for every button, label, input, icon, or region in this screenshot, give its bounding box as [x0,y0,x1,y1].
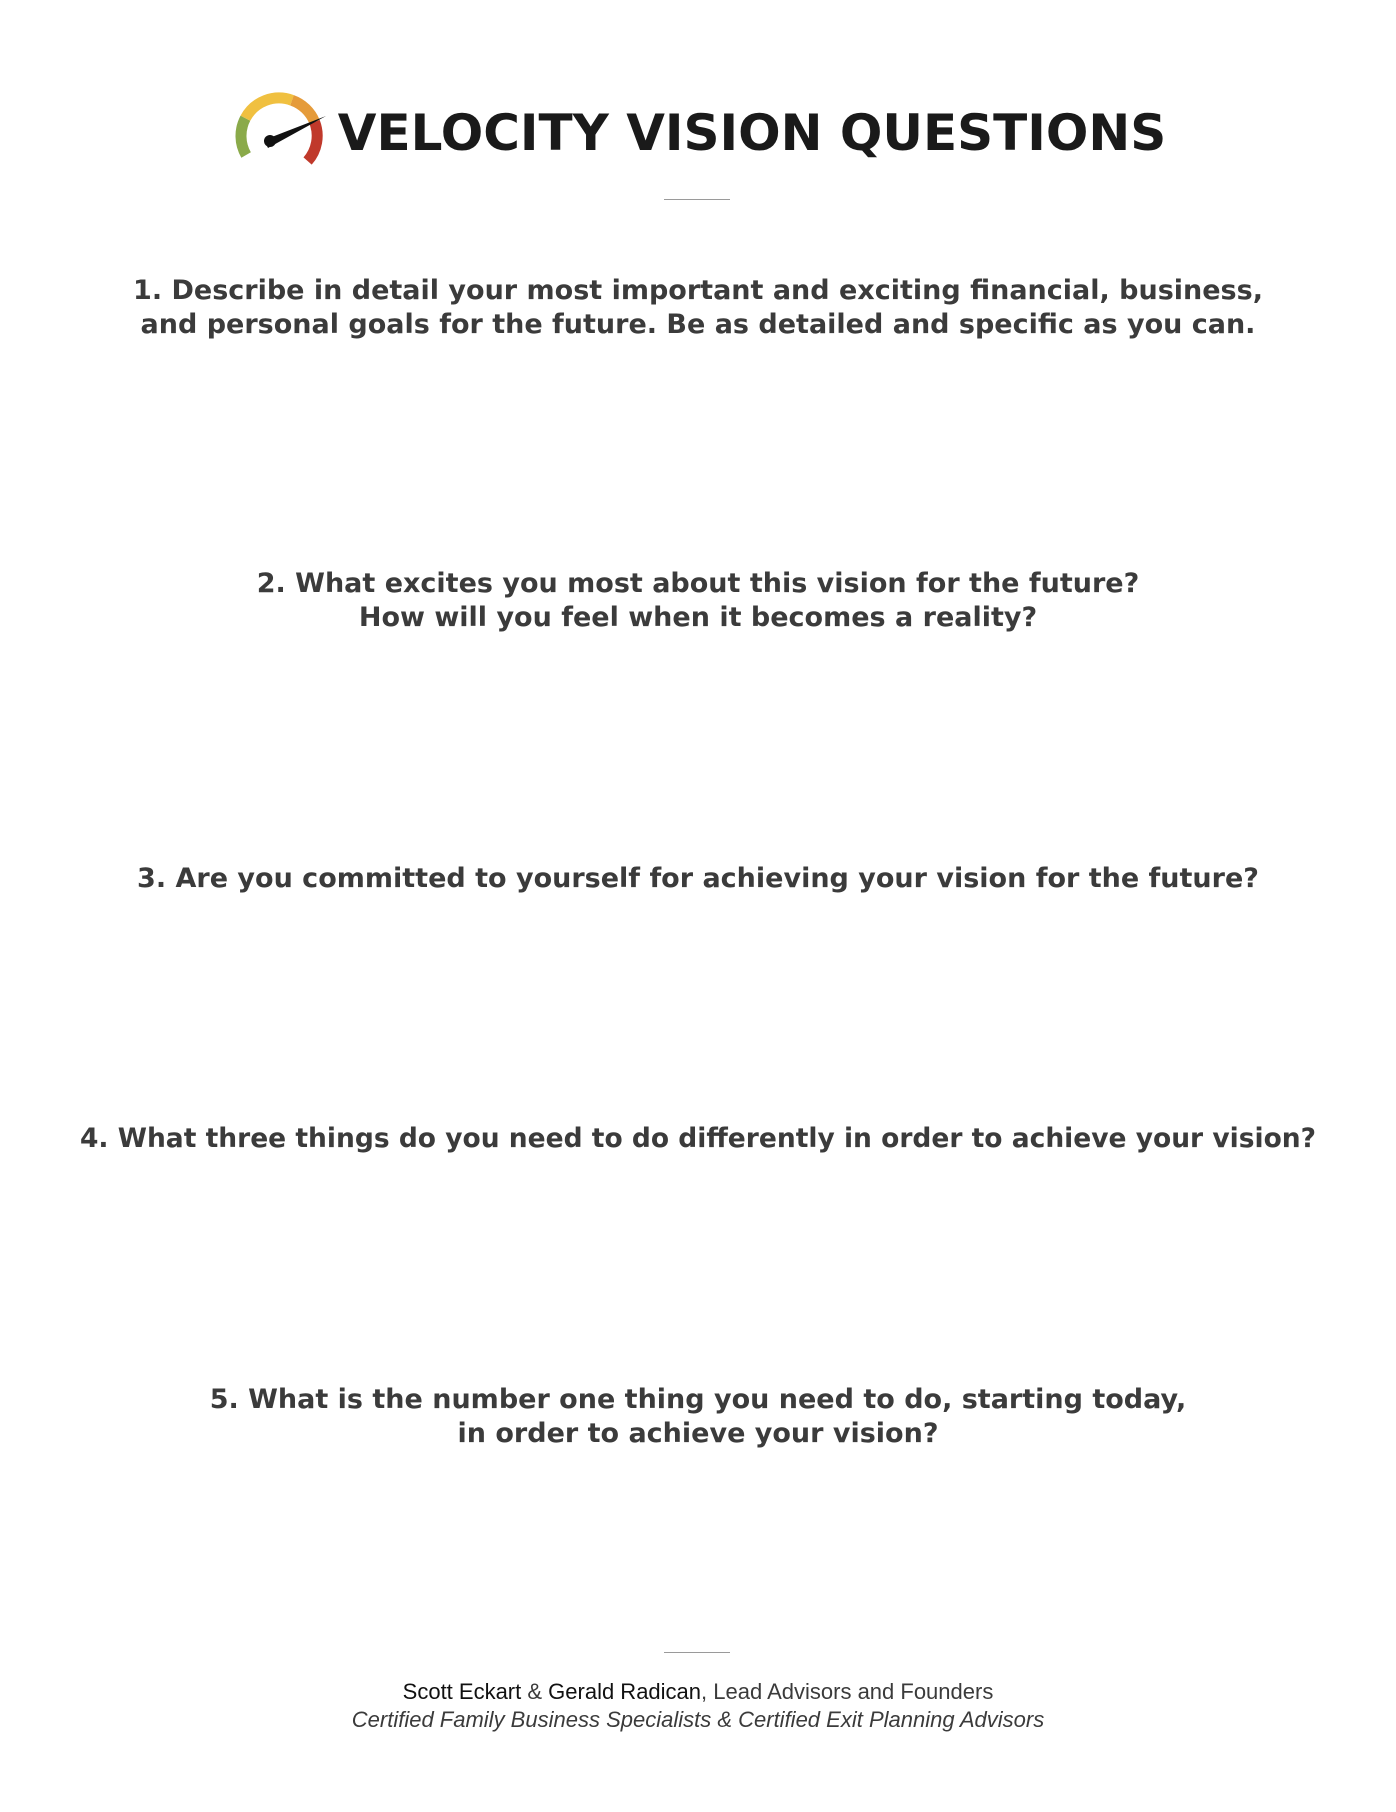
question-1 [0,274,1396,342]
question-5-line-2: in order to achieve your vision? [457,1418,939,1449]
question-4-line-1: 4. What three things do you need to do differently in order to achieve your vision? [79,1123,1317,1154]
top-divider [664,199,730,200]
question-3 [0,862,1396,896]
page-header [0,84,1396,182]
question-4 [0,1122,1396,1156]
footer-ampersand: & [521,1679,549,1704]
author-name-2: Gerald Radican [548,1679,702,1704]
author-name-1: Scott Eckart [402,1679,522,1704]
bottom-divider [664,1652,730,1653]
speedometer-icon [230,86,328,182]
question-2 [0,567,1396,635]
question-5 [0,1383,1396,1451]
question-2-line-2: How will you feel when it becomes a reality? [358,602,1038,633]
footer-authors [0,1678,1396,1706]
footer-credentials: Certified Family Business Specialists & Certified Exit Planning Advisors [351,1707,1045,1732]
page-title: VELOCITY VISION QUESTIONS [337,104,1167,162]
question-5-line-1: 5. What is the number one thing you need to do, starting today, [209,1384,1187,1415]
footer [0,1678,1396,1734]
question-2-line-1: 2. What excites you most about this vision for the future? [256,568,1140,599]
question-1-line-2: and personal goals for the future. Be as detailed and specific as you can. [140,309,1256,340]
question-1-line-1: 1. Describe in detail your most important and exciting financial, business, [133,275,1263,306]
question-3-line-1: 3. Are you committed to yourself for achieving your vision for the future? [137,863,1259,894]
footer-role: , Lead Advisors and Founders [701,1679,994,1704]
